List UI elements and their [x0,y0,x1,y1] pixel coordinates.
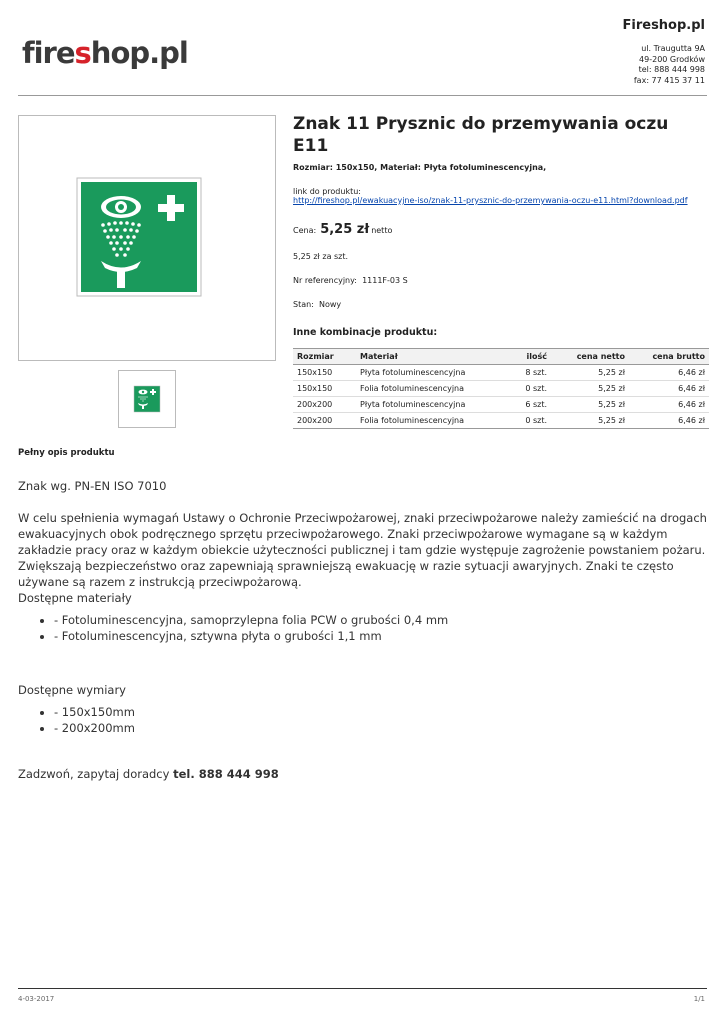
sizes-title: Dostępne wymiary [18,683,126,697]
table-row [293,413,709,429]
combinations-title: Inne kombinacje produktu: [293,327,438,338]
column-header: ilość [493,349,551,365]
price-row [293,222,709,237]
full-description-title: Pełny opis produktu [18,448,115,458]
table-cell: 6 szt. [493,397,551,413]
product-title: Znak 11 Prysznic do przemywania oczu E11 [293,114,669,156]
table-cell: 5,25 zł [551,413,629,429]
contact-phone: tel. 888 444 998 [173,767,279,781]
sizes-list [18,704,708,736]
product-state: Stan: Nowy [293,300,342,309]
table-cell: 6,46 zł [629,397,709,413]
table-row [293,365,709,381]
list-item: • - 200x200mm [54,720,708,736]
table-cell: 8 szt. [493,365,551,381]
contact-line [18,766,708,782]
table-cell: 150x150 [293,381,356,397]
product-details [293,113,709,429]
price-suffix: netto [371,226,393,235]
column-header: Rozmiar [293,349,356,365]
table-cell: 150x150 [293,365,356,381]
contact-text: Zadzwoń, zapytaj doradcy [18,767,170,781]
table-row [293,397,709,413]
combinations-table [293,348,709,429]
table-cell: Płyta fotoluminescencyjna [356,365,493,381]
eyewash-sign-thumbnail-icon [119,371,175,427]
unit-price: 5,25 zł za szt. [293,252,349,261]
materials-title: Dostępne materiały [18,591,132,605]
product-variant: Rozmiar: 150x150, Materiał: Płyta fotoluminescencyjna, [293,163,547,172]
product-link[interactable]: http://fireshop.pl/ewakuacyjne-iso/znak-11-prysznic-do-przemywania-oczu-e11.html?download.pdf [293,196,688,205]
list-item: • - Fotoluminescencyjna, sztywna płyta o grubości 1,1 mm [54,628,708,644]
column-header: cena netto [551,349,629,365]
list-item: • - 150x150mm [54,704,708,720]
price-value: 5,25 zł [320,222,370,237]
full-description [18,478,708,782]
company-name: Fireshop.pl [622,18,705,33]
footer-page-number: 1/1 [693,995,705,1003]
list-item: • - Fotoluminescencyjna, samoprzylepna folia PCW o grubości 0,4 mm [54,612,708,628]
table-cell: 5,25 zł [551,397,629,413]
column-header: Materiał [356,349,493,365]
table-cell: 0 szt. [493,413,551,429]
footer-divider [18,988,707,989]
footer-date: 4-03-2017 [18,995,55,1003]
table-cell: Folia fotoluminescencyjna [356,413,493,429]
eyewash-sign-icon [19,116,275,360]
reference-number: Nr referencyjny: 1111F-03 S [293,276,408,285]
table-cell: Płyta fotoluminescencyjna [356,397,493,413]
table-row [293,381,709,397]
table-cell: 5,25 zł [551,365,629,381]
company-info [623,18,706,86]
table-cell: 200x200 [293,413,356,429]
table-cell: Folia fotoluminescencyjna [356,381,493,397]
fireshop-logo: fireshop.pl [22,36,188,70]
column-header: cena brutto [629,349,709,365]
table-cell: 5,25 zł [551,381,629,397]
standard-text: Znak wg. PN-EN ISO 7010 [18,479,167,493]
table-cell: 6,46 zł [629,413,709,429]
product-link-label: link do produktu: [293,187,361,196]
table-cell: 0 szt. [493,381,551,397]
company-address: ul. Traugutta 9A 49-200 Grodków tel: 888 444 998 fax: 77 415 37 11 [633,44,705,85]
table-cell: 200x200 [293,397,356,413]
materials-list [18,612,708,644]
table-cell: 6,46 zł [629,365,709,381]
product-image[interactable] [18,115,276,361]
price-label: Cena: [293,226,317,235]
description-paragraph: W celu spełnienia wymagań Ustawy o Ochronie Przeciwpożarowej, znaki przeciwpożarowe należy zamieścić na drogach ewakuacyjnych obok podręcznego sprzętu przeciwpożarowego. Znaki przeciwpożarowe wymagane są w każdym zakładzie pracy oraz w każdym obiekcie użyteczności publicznej i tam gdzie występuje zagrożenie powstaniem pożaru. Zwiększają bezpieczeństwo oraz zapewniają sprawniejszą ewakuację w razie sytuacji awaryjnych. Znaki te często używane są razem z instrukcją przeciwpożarową. [18,511,707,589]
product-thumbnail[interactable] [118,370,176,428]
header-divider [18,95,707,96]
table-header-row [293,349,709,365]
table-cell: 6,46 zł [629,381,709,397]
